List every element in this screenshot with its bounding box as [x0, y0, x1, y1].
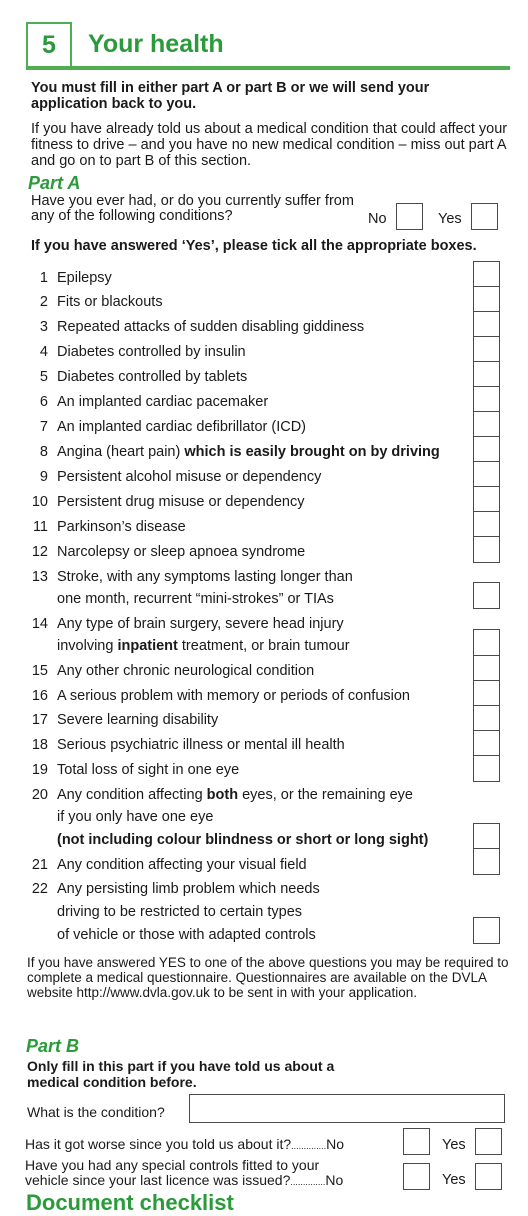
condition-label: Any condition affecting your visual field — [57, 857, 307, 873]
condition-number: 7 — [39, 419, 48, 435]
condition-checkbox-6[interactable] — [473, 386, 500, 413]
part-a-question — [31, 194, 391, 224]
condition-label-plain: involving — [57, 638, 118, 654]
intro-warning: You must fill in either part A or part B or we will send your application back to you. — [31, 80, 430, 112]
condition-label: A serious problem with memory or periods of confusion — [57, 688, 410, 704]
condition-number: 3 — [39, 319, 48, 335]
condition-number: 15 — [31, 663, 48, 679]
condition-number: 18 — [31, 737, 48, 753]
condition-input[interactable] — [189, 1094, 505, 1123]
condition-number: 8 — [39, 444, 48, 460]
worse-question-label: Has it got worse since you told us about it? — [25, 1136, 292, 1152]
condition-checkbox-11[interactable] — [473, 511, 500, 538]
questionnaire-note: If you have answered YES to one of the above questions you may be required to complete a medical questionnaire. Questionnaires are available on the DVLA website http://www.dvla.gov.uk to be sent in with your application. — [27, 955, 509, 1000]
condition-label: Severe learning disability — [57, 712, 219, 728]
condition-label-bold: which is easily brought on by driving — [184, 444, 440, 460]
condition-number: 11 — [32, 519, 48, 535]
condition-checkbox-12[interactable] — [473, 536, 500, 563]
condition-label-line2: one month, recurrent “mini-strokes” or TIAs — [57, 591, 334, 607]
condition-checkbox-14[interactable] — [473, 629, 500, 656]
section-number: 5 — [26, 22, 72, 68]
condition-checkbox-2[interactable] — [473, 286, 500, 313]
condition-label: Fits or blackouts — [57, 294, 163, 310]
condition-number: 20 — [31, 787, 48, 803]
worse-yes-label: Yes — [442, 1137, 466, 1153]
part-a-no-checkbox[interactable] — [396, 203, 423, 230]
condition-number: 22 — [31, 881, 48, 897]
condition-checkbox-15[interactable] — [473, 655, 500, 682]
condition-label-bold: both — [206, 787, 239, 803]
condition-number: 4 — [39, 344, 48, 360]
condition-label: Epilepsy — [57, 270, 112, 286]
tick-instruction: If you have answered ‘Yes’, please tick all the appropriate boxes. — [31, 238, 477, 254]
condition-label-line2: driving to be restricted to certain types — [57, 904, 303, 920]
controls-no-label: No — [325, 1172, 344, 1188]
condition-label-bold: (not including colour blindness or short or long sight) — [57, 832, 429, 848]
controls-question — [25, 1172, 343, 1188]
condition-label: Total loss of sight in one eye — [57, 762, 240, 778]
part-a-yes-checkbox[interactable] — [471, 203, 498, 230]
condition-checkbox-19[interactable] — [473, 755, 500, 782]
condition-number: 10 — [31, 494, 48, 510]
condition-label: An implanted cardiac pacemaker — [57, 394, 269, 410]
condition-label — [57, 444, 440, 460]
part-a-no-label: No — [368, 211, 387, 227]
condition-number: 13 — [31, 569, 48, 585]
condition-label-line3: of vehicle or those with adapted controls — [57, 927, 316, 943]
condition-label: Repeated attacks of sudden disabling giddiness — [57, 319, 365, 335]
condition-number: 6 — [39, 394, 48, 410]
controls-question-line1: Have you had any special controls fitted to your — [25, 1157, 320, 1173]
condition-checkbox-5[interactable] — [473, 361, 500, 388]
condition-checkbox-4[interactable] — [473, 336, 500, 363]
part-b-instruction: Only fill in this part if you have told us about a medical condition before. — [27, 1058, 335, 1090]
condition-checkbox-18[interactable] — [473, 730, 500, 757]
condition-number: 21 — [31, 857, 48, 873]
condition-label: Parkinson’s disease — [57, 519, 186, 535]
condition-checkbox-21[interactable] — [473, 848, 500, 875]
condition-label-plain: treatment, or brain tumour — [177, 638, 350, 654]
part-a-title: Part A — [28, 173, 81, 193]
condition-number: 16 — [31, 688, 48, 704]
condition-checkbox-20[interactable] — [473, 823, 500, 850]
condition-number: 14 — [31, 616, 48, 632]
condition-number: 5 — [39, 369, 48, 385]
worse-question — [25, 1136, 344, 1152]
condition-number: 9 — [39, 469, 48, 485]
condition-checkbox-13[interactable] — [473, 582, 500, 609]
controls-no-checkbox[interactable] — [403, 1163, 430, 1190]
condition-label: Serious psychiatric illness or mental ill health — [57, 737, 345, 753]
condition-checkbox-8[interactable] — [473, 436, 500, 463]
condition-number: 2 — [39, 294, 48, 310]
controls-question-line2: vehicle since your last licence was issued? — [25, 1172, 291, 1188]
condition-label-plain: Any condition affecting — [57, 787, 207, 803]
condition-label-plain: Angina (heart pain) — [57, 444, 185, 460]
condition-number: 19 — [31, 762, 48, 778]
condition-number: 12 — [31, 544, 48, 560]
condition-checkbox-16[interactable] — [473, 680, 500, 707]
controls-yes-checkbox[interactable] — [475, 1163, 502, 1190]
condition-label: Diabetes controlled by tablets — [57, 369, 248, 385]
condition-label: Persistent alcohol misuse or dependency — [57, 469, 322, 485]
condition-checkbox-1[interactable] — [473, 261, 500, 288]
worse-yes-checkbox[interactable] — [475, 1128, 502, 1155]
condition-checkbox-9[interactable] — [473, 461, 500, 488]
condition-label-line2 — [57, 638, 350, 654]
leader-dots: .............. — [290, 1177, 326, 1187]
condition-number: 17 — [31, 712, 48, 728]
controls-yes-label: Yes — [442, 1172, 466, 1188]
condition-label: Any type of brain surgery, severe head injury — [57, 616, 344, 632]
condition-label-line2: if you only have one eye — [57, 809, 214, 825]
condition-number: 1 — [39, 270, 48, 286]
condition-label: Narcolepsy or sleep apnoea syndrome — [57, 544, 306, 560]
condition-checkbox-17[interactable] — [473, 705, 500, 732]
next-section-title: Document checklist — [26, 1190, 234, 1215]
part-a-question-line2: any of the following conditions? — [31, 208, 233, 224]
condition-label: Persistent drug misuse or dependency — [57, 494, 305, 510]
condition-label — [57, 787, 413, 803]
part-a-question-line1: Have you ever had, or do you currently suffer from — [31, 193, 354, 209]
condition-checkbox-3[interactable] — [473, 311, 500, 338]
condition-checkbox-22[interactable] — [473, 917, 500, 944]
condition-label: Stroke, with any symptoms lasting longer than — [57, 569, 353, 585]
leader-dots: .............. — [291, 1141, 327, 1151]
condition-label-plain: eyes, or the remaining eye — [238, 787, 413, 803]
condition-label: Diabetes controlled by insulin — [57, 344, 246, 360]
condition-label: An implanted cardiac defibrillator (ICD) — [57, 419, 307, 435]
section-header — [26, 22, 510, 70]
condition-label: Any persisting limb problem which needs — [57, 881, 320, 897]
worse-no-checkbox[interactable] — [403, 1128, 430, 1155]
section-title: Your health — [88, 30, 224, 58]
intro-paragraph: If you have already told us about a medical condition that could affect your fitness to drive – and you have no new medical condition – miss out part A and go on to part B of this section. — [31, 121, 508, 169]
condition-label: Any other chronic neurological condition — [57, 663, 315, 679]
condition-label-line3 — [57, 832, 428, 848]
condition-checkbox-7[interactable] — [473, 411, 500, 438]
part-a-yes-label: Yes — [438, 211, 462, 227]
condition-label-bold: inpatient — [117, 638, 178, 654]
worse-no-label: No — [326, 1136, 345, 1152]
condition-checkbox-10[interactable] — [473, 486, 500, 513]
part-b-title: Part B — [26, 1036, 80, 1056]
condition-question-label: What is the condition? — [27, 1104, 165, 1120]
